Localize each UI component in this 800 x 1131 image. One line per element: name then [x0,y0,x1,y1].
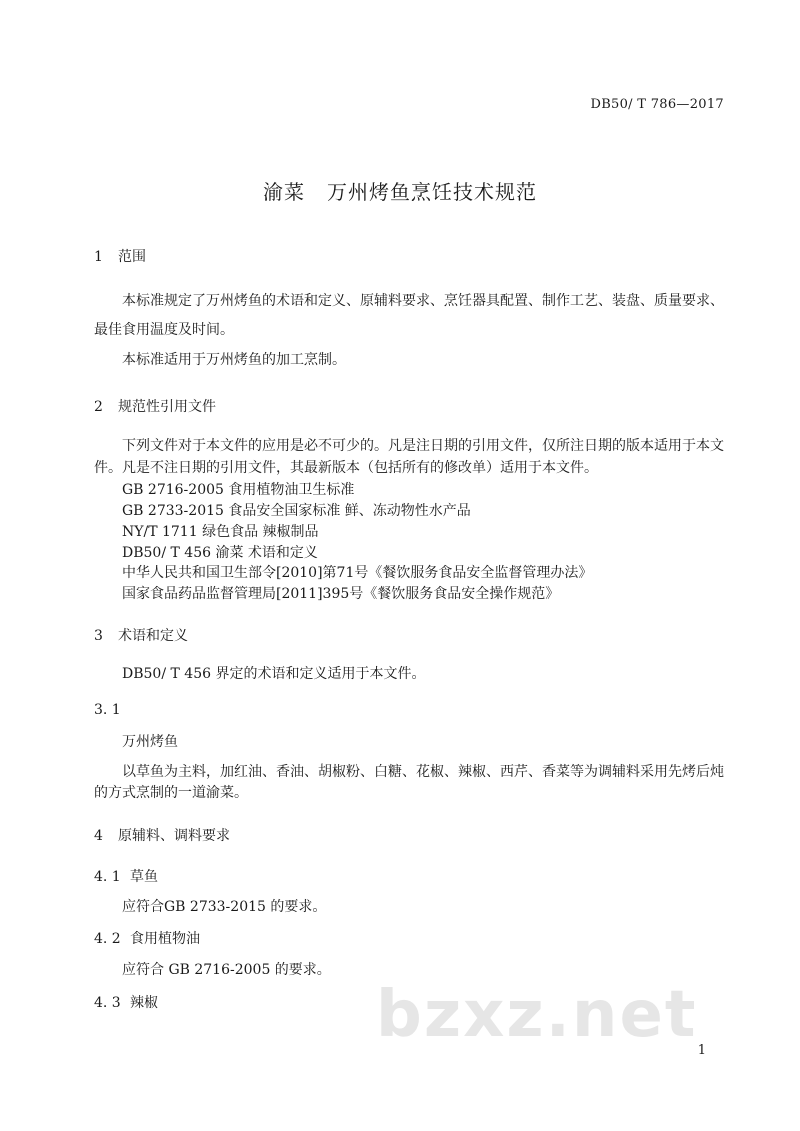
section-4-heading: 4 原辅料、调料要求 [94,828,230,844]
section-1-para1-line2: 最佳食用温度及时间。 [94,322,234,338]
section-1-heading: 1 范围 [94,249,146,265]
term-definition-line2: 的方式烹制的一道渝菜。 [94,785,248,801]
reference-item: GB 2716-2005 食用植物油卫生标准 [122,482,355,498]
term-name: 万州烤鱼 [122,734,178,750]
section-4-2-text: 应符合 GB 2716-2005 的要求。 [122,962,331,978]
standard-number: DB50/ T 786—2017 [590,97,724,112]
section-4-2-heading: 4. 2 食用植物油 [94,931,200,947]
page-number: 1 [697,1043,706,1058]
document-title [0,176,800,205]
section-3-heading: 3 术语和定义 [94,628,188,644]
reference-item: GB 2733-2015 食品安全国家标准 鲜、冻动物性水产品 [122,503,471,519]
watermark: bzxz.net [376,978,698,1052]
section-4-3-heading: 4. 3 辣椒 [94,995,158,1011]
term-definition-line1: 以草鱼为主料，加红油、香油、胡椒粉、白糖、花椒、辣椒、西芹、香菜等为调辅料采用先烤后炖 [122,764,724,780]
reference-item: 国家食品药品监督管理局[2011]395号《餐饮服务食品安全操作规范》 [122,586,560,602]
reference-item: NY/T 1711 绿色食品 辣椒制品 [122,524,319,540]
section-1-para1-line1: 本标准规定了万州烤鱼的术语和定义、原辅料要求、烹饪器具配置、制作工艺、装盘、质量要求、 [122,293,724,309]
section-2-intro-line1: 下列文件对于本文件的应用是必不可少的。凡是注日期的引用文件，仅所注日期的版本适用于本文 [122,438,724,454]
section-3-para: DB50/ T 456 界定的术语和定义适用于本文件。 [122,666,426,682]
section-2-heading: 2 规范性引用文件 [94,399,216,415]
section-4-1-heading: 4. 1 草鱼 [94,869,158,885]
subsection-3-1-number: 3. 1 [94,702,121,718]
section-4-1-text: 应符合GB 2733-2015 的要求。 [122,899,327,915]
section-2-intro-line2: 件。凡是不注日期的引用文件，其最新版本（包括所有的修改单）适用于本文件。 [94,460,598,476]
reference-item: DB50/ T 456 渝菜 术语和定义 [122,545,318,561]
title-part-2: 万州烤鱼烹饪技术规范 [327,180,537,204]
reference-item: 中华人民共和国卫生部令[2010]第71号《餐饮服务食品安全监督管理办法》 [122,565,593,581]
section-1-para2: 本标准适用于万州烤鱼的加工烹制。 [122,352,346,368]
title-part-1: 渝菜 [263,180,305,204]
